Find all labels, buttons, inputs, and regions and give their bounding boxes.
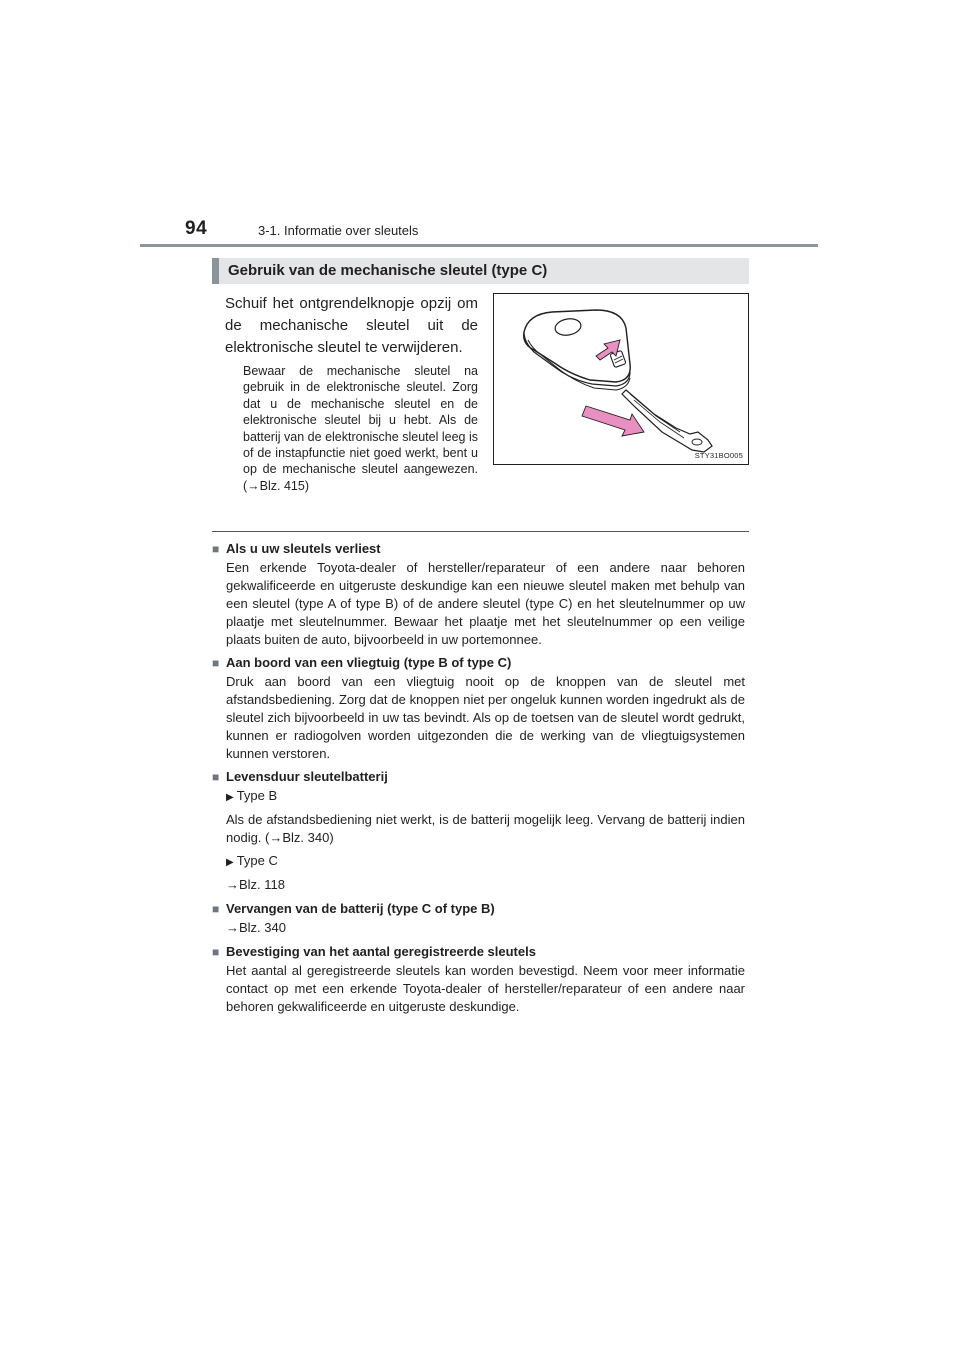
square-bullet-icon: ■ — [212, 902, 220, 916]
square-bullet-icon: ■ — [212, 770, 220, 784]
page-reference: →Blz. 118 — [226, 877, 286, 892]
divider — [212, 531, 749, 532]
item-title: ■ Bevestiging van het aantal geregistreerde sleutels — [212, 944, 536, 959]
subtype-b: ▶ Type B — [226, 788, 278, 803]
item-text: Een erkende Toyota-dealer of hersteller/reparateur of een andere naar behoren gekwalificeerde en uitgeruste deskundige kan een nieuwe sleutel maken met behulp van een sleutel (type A of type B) of de andere sleutel (type C) en het sleutelnummer op uw plaatje met sleutelnummer. Bewaar het plaatje met het sleutelnummer op een veilige plaats buiten de auto, bijvoorbeeld in uw portemonnee. — [226, 560, 745, 647]
square-bullet-icon: ■ — [212, 945, 220, 959]
triangle-bullet-icon: ▶ — [226, 857, 234, 868]
subtype-c: ▶ Type C — [226, 853, 278, 868]
triangle-bullet-icon: ▶ — [226, 792, 234, 803]
notes-section — [212, 540, 745, 1021]
intro-text: Schuif het ontgrendelknopje opzij om de mechanische sleutel uit de elektronische sleutel te verwijderen. — [225, 295, 478, 356]
item-title: ■ Aan boord van een vliegtuig (type B of type C) — [212, 655, 512, 670]
page-reference: →Blz. 340 — [226, 920, 286, 935]
key-illustration-icon — [494, 294, 750, 466]
section-heading: Gebruik van de mechanische sleutel (type C) — [212, 258, 749, 284]
figure-code: STY31BO005 — [694, 451, 743, 460]
item-text: Druk aan boord van een vliegtuig nooit op de knoppen van de sleutel met afstandsbediening. Zorg dat de knoppen niet per ongeluk kunnen worden ingedrukt als de sleutel zich bijvoorbeeld in uw tas bevindt. Als op de toetsen van de sleutel wordt gedrukt, kunnen er radiogolven worden uitgezonden die de werking van de vliegtuigsystemen kunnen verstoren. — [226, 674, 745, 761]
item-text: Als de afstandsbediening niet werkt, is de batterij mogelijk leeg. Vervang de batterij indien nodig. (→Blz. 340) — [226, 812, 745, 845]
square-bullet-icon: ■ — [212, 656, 220, 670]
item-text: Het aantal al geregistreerde sleutels kan worden bevestigd. Neem voor meer informatie contact op met een erkende Toyota-dealer of hersteller/reparateur of een andere naar behoren gekwalificeerde en uitgeruste deskundige. — [226, 963, 745, 1014]
item-title: ■ Vervangen van de batterij (type C of type B) — [212, 901, 495, 916]
item-title: ■ Levensduur sleutelbatterij — [212, 769, 388, 784]
page-number: 94 — [185, 218, 208, 239]
square-bullet-icon: ■ — [212, 542, 220, 556]
key-figure — [493, 293, 749, 465]
note-text: Bewaar de mechanische sleutel na gebruik in de elektronische sleutel. Zorg dat u de mechanische sleutel en de elektronische sleutel bij u hebt. Als de batterij van de elektronische sleutel leeg is of de instapfunctie niet goed werkt, bent u op de mechanische sleutel aangewezen. (→Blz. 415) — [243, 364, 478, 493]
item-title: ■ Als u uw sleutels verliest — [212, 541, 381, 556]
header-rule — [140, 244, 818, 247]
section-label: 3-1. Informatie over sleutels — [258, 223, 419, 238]
